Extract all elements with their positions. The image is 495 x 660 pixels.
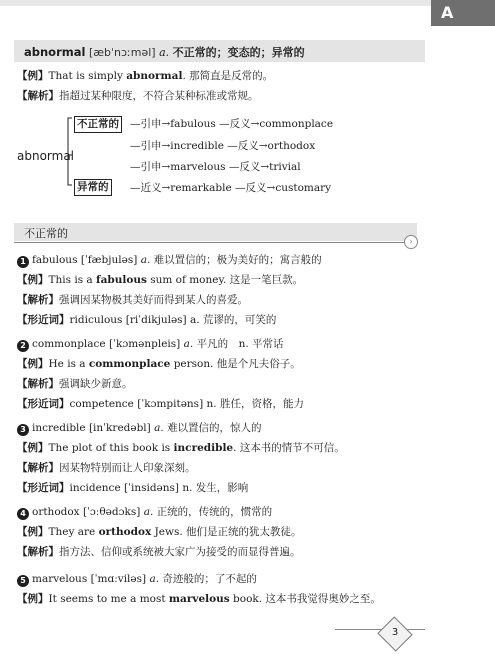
- analysis-tag: 【解析】: [17, 546, 59, 558]
- entry-1-similar: [17, 313, 276, 327]
- example-tag: 【例】: [17, 526, 49, 538]
- entry-headword: incredible: [32, 422, 86, 434]
- entry-pos: a.: [143, 506, 154, 518]
- similar-tag: 【形近词】: [17, 482, 70, 494]
- similar-tag: 【形近词】: [17, 314, 70, 326]
- diagram-box-abnormal: 不正常的: [74, 116, 122, 133]
- analysis-tag: 【解析】: [17, 378, 59, 390]
- section-band: [14, 223, 417, 241]
- example-tag: 【例】: [17, 358, 49, 370]
- entry-number-badge: 1: [17, 256, 29, 268]
- entry-2-similar: [17, 397, 304, 411]
- entry-3-example: [17, 441, 345, 455]
- example-tag: 【例】: [17, 442, 49, 454]
- entry-5-head: [17, 572, 257, 587]
- example-tag: 【例】: [17, 274, 49, 286]
- example-keyword: orthodox: [98, 526, 152, 538]
- similar-text: ridiculous [riˈdikjuləs] a. 荒谬的，可笑的: [69, 314, 277, 326]
- entry-3-head: [17, 421, 262, 436]
- example-text: This is a: [48, 274, 97, 286]
- example-keyword: fabulous: [96, 274, 147, 286]
- example-keyword: commonplace: [88, 358, 171, 370]
- entry-definition: 正统的，传统的，惯常的: [156, 506, 273, 518]
- example-text: That is simply: [48, 70, 127, 82]
- diagram-row-4: —近义→remarkable —反义→customary: [130, 182, 332, 194]
- entry-definition: 难以置信的；极为美好的；寓言般的: [153, 254, 322, 266]
- similar-tag: 【形近词】: [17, 398, 70, 410]
- entry-5-example: [17, 592, 381, 606]
- entry-3-similar: [17, 481, 248, 495]
- example-keyword: incredible: [173, 442, 234, 454]
- diagram-root: abnormal: [17, 149, 75, 163]
- diagram-row-2: —引申→incredible —反义→orthodox: [130, 140, 316, 152]
- example-text-after: Jews. 他们是正统的犹太教徒。: [151, 526, 302, 538]
- entry-definition: 平凡的 n. 平常话: [196, 338, 284, 350]
- diagram-row-1: —引申→fabulous —反义→commonplace: [130, 118, 334, 130]
- entry-number-badge: 3: [17, 424, 29, 436]
- analysis-text: 强调因某物极其美好而得到某人的喜爱。: [59, 294, 248, 306]
- example-text-after: person. 他是个凡夫俗子。: [170, 358, 301, 370]
- headword-pronunciation: [æbˈnɔːməl]: [88, 46, 156, 59]
- section-title: 不正常的: [24, 227, 68, 240]
- entry-4-head: [17, 505, 272, 520]
- entry-pos: a.: [140, 254, 151, 266]
- example-text: He is a: [48, 358, 89, 370]
- example-keyword: abnormal: [126, 70, 183, 82]
- entry-number-badge: 2: [17, 340, 29, 352]
- example-text-after: book. 这本书我觉得奥妙之至。: [229, 593, 381, 605]
- diagram-box-unusual: 异常的: [74, 179, 112, 196]
- headword-definition: 不正常的；变态的；异常的: [172, 46, 305, 59]
- diagram-row-3: —引申→marvelous —反义→trivial: [130, 161, 301, 173]
- analysis-text: 强调缺少新意。: [59, 378, 133, 390]
- analysis-text: 因某物特别而让人印象深刻。: [59, 462, 196, 474]
- entry-pronunciation: [ˈfæbjuləs]: [80, 254, 138, 266]
- analysis-tag: 【解析】: [17, 90, 59, 102]
- entry-pronunciation: [ˈɔːθədɔks]: [82, 506, 141, 518]
- headword: abnormal: [24, 45, 86, 59]
- example-text: The plot of this book is: [48, 442, 174, 454]
- entry-headword: fabulous: [32, 254, 78, 266]
- section-arrow-icon: ›: [404, 235, 418, 249]
- section-rule: [14, 242, 406, 243]
- entry-1-example: [17, 273, 303, 287]
- example-text-after: sum of money. 这是一笔巨款。: [146, 274, 304, 286]
- entry-2-head: [17, 337, 284, 352]
- entry-4-analysis: [17, 545, 301, 559]
- entry-number-badge: 4: [17, 508, 29, 520]
- analysis-text: 指方法、信仰或系统被大家广为接受的而显得普遍。: [59, 546, 301, 558]
- entry-2-analysis: [17, 377, 133, 391]
- entry-number-badge: 5: [17, 575, 29, 587]
- example-keyword: marvelous: [168, 593, 230, 605]
- example-text: It seems to me a most: [48, 593, 169, 605]
- example-tag: 【例】: [17, 593, 49, 605]
- letter-tab: A: [431, 0, 495, 26]
- entry-pronunciation: [ˈmɑːviləs]: [90, 573, 147, 585]
- entry-definition: 奇迹般的；了不起的: [162, 573, 257, 585]
- page-number: 3: [391, 627, 399, 638]
- entry-pos: a.: [154, 422, 164, 434]
- example-text: They are: [48, 526, 99, 538]
- entry-pronunciation: [ˈkɔmənpleis]: [108, 338, 181, 350]
- entry-3-analysis: [17, 461, 196, 475]
- entry-1-head: [17, 253, 322, 268]
- entry-4-example: [17, 525, 302, 539]
- example-tag: 【例】: [17, 70, 49, 82]
- entry-pos: a.: [183, 338, 194, 350]
- similar-text: competence [ˈkɔmpitəns] n. 胜任，资格，能力: [69, 398, 304, 410]
- analysis-tag: 【解析】: [17, 294, 59, 306]
- entry-definition: 难以置信的，惊人的: [167, 422, 262, 434]
- example-text-after: . 这本书的情节不可信。: [233, 442, 345, 454]
- example-text-after: . 那简直是反常的。: [182, 70, 274, 82]
- entry-headword: commonplace: [32, 338, 106, 350]
- entry-headword: orthodox: [32, 506, 80, 518]
- similar-text: incidence [ˈinsidəns] n. 发生，影响: [69, 482, 249, 494]
- entry-2-example: [17, 357, 301, 371]
- entry-pos: a.: [149, 573, 160, 585]
- analysis-text: 指超过某种限度，不符合某种标准或常规。: [59, 90, 259, 102]
- entry-pronunciation: [inˈkredəbl]: [88, 422, 151, 434]
- analysis-tag: 【解析】: [17, 462, 59, 474]
- entry-headword: marvelous: [32, 573, 88, 585]
- headword-pos: a.: [159, 46, 170, 59]
- entry-1-analysis: [17, 293, 248, 307]
